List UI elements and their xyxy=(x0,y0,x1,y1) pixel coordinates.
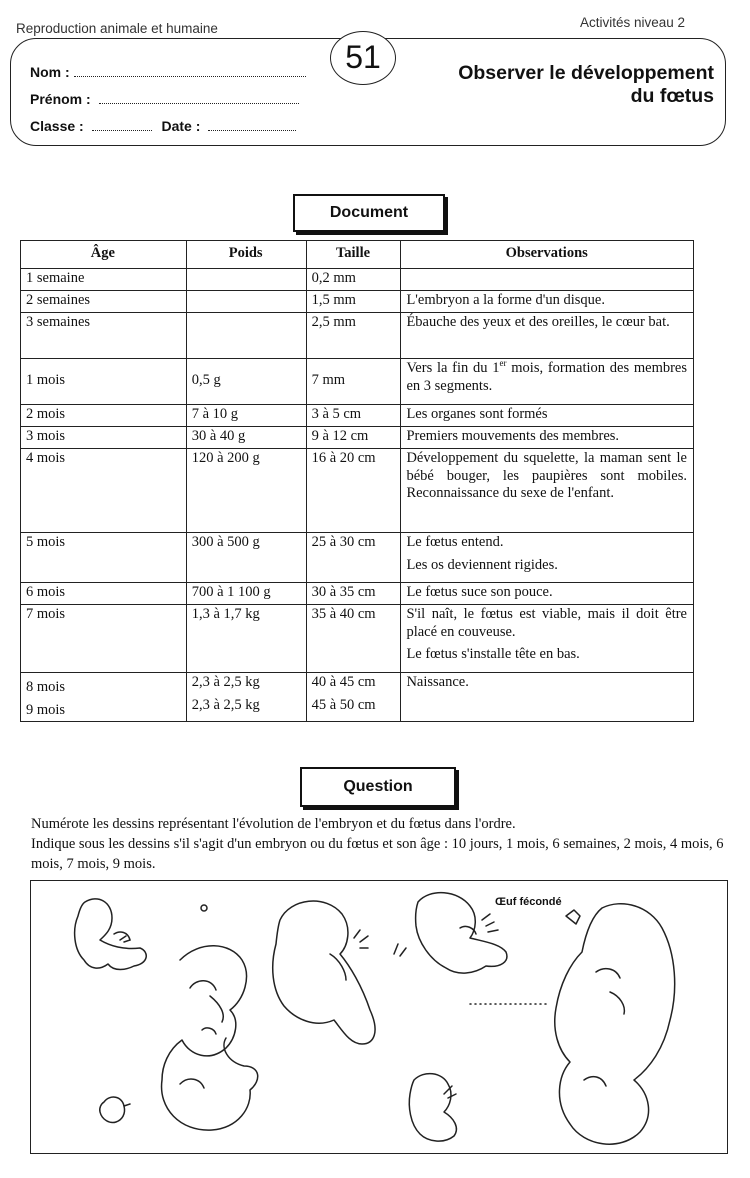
cell-taille: 2,5 mm xyxy=(306,313,401,359)
cell-poids xyxy=(186,269,306,291)
embryo-drawing-1[interactable] xyxy=(75,899,147,970)
cell-age: 5 mois xyxy=(21,533,187,583)
cell-taille xyxy=(306,673,401,722)
classe-label: Classe : xyxy=(30,118,84,134)
age-line-1: 8 mois xyxy=(26,679,66,695)
fetus-drawing-3[interactable] xyxy=(416,893,507,973)
prenom-field[interactable] xyxy=(30,91,299,107)
cell-observation: Premiers mouvements des membres. xyxy=(401,427,694,449)
title-line-2: du fœtus xyxy=(630,85,714,107)
cell-age: 7 mois xyxy=(21,605,187,673)
header-taille: Taille xyxy=(306,241,401,269)
obs-line-2: Le fœtus s'installe tête en bas. xyxy=(406,646,580,662)
subject-label: Reproduction animale et humaine xyxy=(16,21,218,36)
fetus-drawing-2[interactable] xyxy=(273,901,406,1044)
obs-text-start: Vers la fin du 1 xyxy=(406,360,500,376)
table-row xyxy=(21,583,694,605)
fetus-drawing-5[interactable] xyxy=(409,1074,456,1141)
table-row xyxy=(21,313,694,359)
cell-poids xyxy=(186,673,306,722)
cell-observation: Le fœtus suce son pouce. xyxy=(401,583,694,605)
table-header-row xyxy=(21,241,694,269)
cell-observation: Les organes sont formés xyxy=(401,405,694,427)
table-row xyxy=(21,291,694,313)
table-row xyxy=(21,533,694,583)
taille-line-2: 45 à 50 cm xyxy=(311,696,376,713)
cell-taille: 0,2 mm xyxy=(306,269,401,291)
cell-age: 1 mois xyxy=(21,359,187,405)
cell-observation xyxy=(401,533,694,583)
question-line-2: Indique sous les dessins s'il s'agit d'un embryon ou du fœtus et son âge : 10 jours, 1 mois, 6 semaines, 2 mois, 4 mois, 6 mois, 7 mois, 9 mois. xyxy=(31,836,724,872)
fetus-drawings xyxy=(30,880,726,1152)
cell-age: 4 mois xyxy=(21,449,187,533)
cell-age: 1 semaine xyxy=(21,269,187,291)
table-row xyxy=(21,405,694,427)
obs-line-2: Les os deviennent rigides. xyxy=(406,556,558,573)
cell-taille: 25 à 30 cm xyxy=(306,533,401,583)
cell-taille: 3 à 5 cm xyxy=(306,405,401,427)
date-dotted-line[interactable] xyxy=(208,118,296,131)
cell-taille: 35 à 40 cm xyxy=(306,605,401,673)
cell-poids xyxy=(186,291,306,313)
poids-line-2: 2,3 à 2,5 kg xyxy=(191,696,260,713)
document-heading: Document xyxy=(293,194,445,232)
cell-observation xyxy=(401,605,694,673)
table-row xyxy=(21,359,694,405)
cell-observation: L'embryon a la forme d'un disque. xyxy=(401,291,694,313)
cell-taille: 30 à 35 cm xyxy=(306,583,401,605)
cell-observation: Naissance. xyxy=(401,673,694,722)
fetus-drawing-4[interactable] xyxy=(555,904,675,1144)
oeuf-feconde-label: Œuf fécondé xyxy=(495,896,562,908)
cell-taille: 9 à 12 cm xyxy=(306,427,401,449)
header-observations: Observations xyxy=(401,241,694,269)
cell-poids: 30 à 40 g xyxy=(186,427,306,449)
cell-age: 6 mois xyxy=(21,583,187,605)
cell-poids: 700 à 1 100 g xyxy=(186,583,306,605)
title-line-1: Observer le développement xyxy=(458,62,714,84)
obs-line-1: S'il naît, le fœtus est viable, mais il doit être placé en couveuse. xyxy=(406,606,687,640)
date-label: Date : xyxy=(161,118,201,134)
cell-age: 2 semaines xyxy=(21,291,187,313)
table-row xyxy=(21,449,694,533)
poids-line-1: 2,3 à 2,5 kg xyxy=(191,674,260,690)
nom-label: Nom : xyxy=(30,64,70,80)
table-row xyxy=(21,427,694,449)
age-line-2: 9 mois xyxy=(26,701,66,718)
cell-poids: 7 à 10 g xyxy=(186,405,306,427)
cell-taille: 7 mm xyxy=(306,359,401,405)
fetus-drawing-1[interactable] xyxy=(162,946,258,1130)
cell-taille: 16 à 20 cm xyxy=(306,449,401,533)
question-text xyxy=(31,814,731,874)
header-age: Âge xyxy=(21,241,187,269)
cell-poids: 120 à 200 g xyxy=(186,449,306,533)
cell-observation xyxy=(401,269,694,291)
classe-date-field[interactable] xyxy=(30,118,296,134)
obs-text-end: mois, formation des membres en 3 segments. xyxy=(406,360,688,394)
header-poids: Poids xyxy=(186,241,306,269)
cell-observation: Ébauche des yeux et des oreilles, le cœur bat. xyxy=(401,313,694,359)
cell-age: 2 mois xyxy=(21,405,187,427)
taille-line-1: 40 à 45 cm xyxy=(311,674,376,690)
cell-observation xyxy=(401,359,694,405)
level-label: Activités niveau 2 xyxy=(580,15,686,30)
table-row xyxy=(21,605,694,673)
embryo-drawing-2[interactable] xyxy=(100,1097,130,1122)
obs-line-1: Le fœtus entend. xyxy=(406,534,504,550)
cell-poids xyxy=(186,313,306,359)
classe-dotted-line[interactable] xyxy=(92,118,152,131)
cell-poids: 0,5 g xyxy=(186,359,306,405)
table-row xyxy=(21,673,694,722)
question-heading: Question xyxy=(300,767,456,807)
cell-poids: 1,3 à 1,7 kg xyxy=(186,605,306,673)
cell-taille: 1,5 mm xyxy=(306,291,401,313)
fertilized-egg-drawing[interactable] xyxy=(201,905,207,911)
obs-superscript: er xyxy=(499,358,507,369)
nom-dotted-line[interactable] xyxy=(74,64,306,77)
nom-field[interactable] xyxy=(30,64,306,80)
page-title xyxy=(458,62,714,108)
table-row xyxy=(21,269,694,291)
cell-age: 3 semaines xyxy=(21,313,187,359)
development-table xyxy=(20,240,694,722)
prenom-label: Prénom : xyxy=(30,91,91,107)
prenom-dotted-line[interactable] xyxy=(99,91,299,104)
cell-age xyxy=(21,673,187,722)
sheet-number: 51 xyxy=(330,31,396,85)
cell-observation: Développement du squelette, la maman sent le bébé bouger, les paupières sont mobiles. Reconnaissance du sexe de l'enfant. xyxy=(401,449,694,533)
question-line-1: Numérote les dessins représentant l'évolution de l'embryon et du fœtus dans l'ordre. xyxy=(31,816,516,832)
cell-age: 3 mois xyxy=(21,427,187,449)
cell-poids: 300 à 500 g xyxy=(186,533,306,583)
